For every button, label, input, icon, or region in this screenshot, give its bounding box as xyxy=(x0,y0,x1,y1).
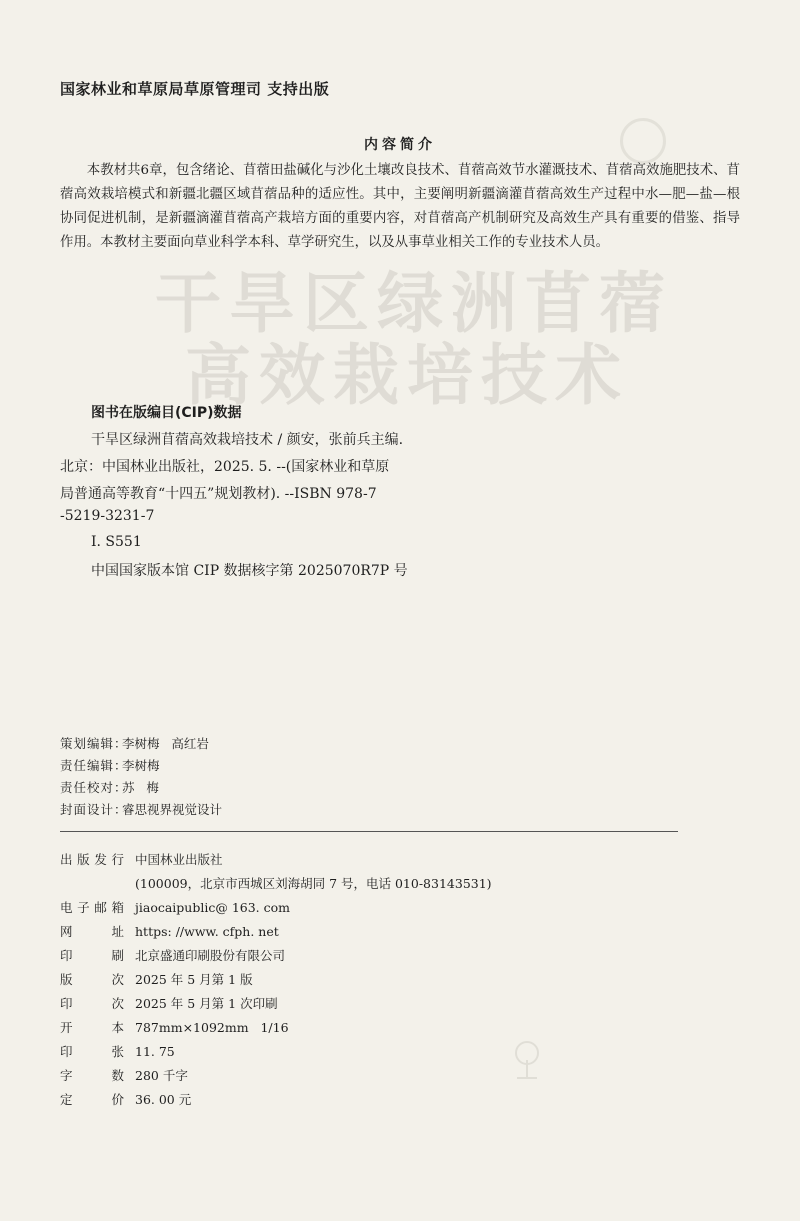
pub-label: 网址 xyxy=(60,924,124,939)
staff-cover-design xyxy=(60,800,222,818)
pub-row-price xyxy=(60,1090,191,1108)
pub-row-website xyxy=(60,922,279,940)
pub-value: (100009，北京市西城区刘海胡同 7 号，电话 010-83143531) xyxy=(135,876,492,891)
staff-value: 李树梅 高红岩 xyxy=(122,736,209,751)
cip-record-number: 中国国家版本馆 CIP 数据核字第 2025070R7P 号 xyxy=(91,563,408,579)
pub-label: 出版发行 xyxy=(60,852,124,867)
cip-line: -5219-3231-7 xyxy=(60,508,155,524)
staff-label: 责任编辑： xyxy=(60,758,128,773)
pub-row-format xyxy=(60,1018,289,1036)
pub-value: 2025 年 5 月第 1 版 xyxy=(135,972,253,987)
support-line: 国家林业和草原局草原管理司 支持出版 xyxy=(60,80,330,98)
staff-label: 封面设计： xyxy=(60,802,128,817)
pub-label: 版次 xyxy=(60,972,124,987)
staff-label: 策划编辑： xyxy=(60,736,128,751)
pub-row-impression xyxy=(60,994,278,1012)
intro-body: 本教材共6章，包含绪论、苜蓿田盐碱化与沙化土壤改良技术、苜蓿高效节水灌溉技术、苜蓿高效施肥技术、苜蓿高效栽培模式和新疆北疆区域苜蓿品种的适应性。其中，主要阐明新疆滴灌苜蓿高效生产过程中水—肥—盐—根协同促进机制，是新疆滴灌苜蓿高产栽培方面的重要内容，对苜蓿高产机制研究及高效生产具有重要的借鉴、指导作用。本教材主要面向草业科学本科、草学研究生，以及从事草业相关工作的专业技术人员。 xyxy=(60,163,740,250)
staff-planning-editor xyxy=(60,734,209,752)
pub-value: 36. 00 元 xyxy=(135,1092,192,1107)
cip-title: 图书在版编目(CIP)数据 xyxy=(91,405,242,421)
pub-row-word-count xyxy=(60,1066,188,1084)
pub-value: jiaocaipublic@ 163. com xyxy=(135,900,291,915)
intro-title: 内容简介 xyxy=(364,137,436,153)
pub-label: 开本 xyxy=(60,1020,124,1035)
cip-line: 干旱区绿洲苜蓿高效栽培技术 / 颜安，张前兵主编. xyxy=(91,432,404,448)
pub-row-edition xyxy=(60,970,253,988)
pub-label: 印张 xyxy=(60,1044,124,1059)
divider-line xyxy=(60,831,678,832)
pub-value: 280 千字 xyxy=(135,1068,188,1083)
pub-label: 字数 xyxy=(60,1068,124,1083)
staff-value: 李树梅 xyxy=(122,758,160,773)
showthrough-title-line-1: 干旱区绿洲苜蓿 xyxy=(155,265,673,342)
pub-row-publisher xyxy=(60,850,223,868)
showthrough-title-line-2: 高效栽培技术 xyxy=(185,337,629,414)
pub-value: 787mm×1092mm 1/16 xyxy=(135,1020,289,1035)
cip-line: 北京：中国林业出版社，2025. 5. --(国家林业和草原 xyxy=(60,459,390,475)
pub-row-sheets xyxy=(60,1042,175,1060)
staff-value: 苏 梅 xyxy=(122,780,159,795)
pub-value: 北京盛通印刷股份有限公司 xyxy=(135,948,286,963)
pub-value: 中国林业出版社 xyxy=(135,852,223,867)
pub-value: https: //www. cfph. net xyxy=(135,924,279,939)
pub-value: 11. 75 xyxy=(135,1044,175,1059)
showthrough-tree-icon xyxy=(512,1040,542,1080)
cip-line: 局普通高等教育“十四五”规划教材). --ISBN 978-7 xyxy=(60,486,377,502)
pub-label: 定价 xyxy=(60,1092,124,1107)
pub-row-printer xyxy=(60,946,285,964)
cip-classification: Ⅰ. S551 xyxy=(91,534,142,550)
staff-proofreader xyxy=(60,778,159,796)
staff-label: 责任校对： xyxy=(60,780,128,795)
pub-row-email xyxy=(60,898,290,916)
pub-label: 印刷 xyxy=(60,948,124,963)
pub-row-address xyxy=(60,874,492,892)
pub-value: 2025 年 5 月第 1 次印刷 xyxy=(135,996,278,1011)
staff-responsible-editor xyxy=(60,756,160,774)
pub-label: 印次 xyxy=(60,996,124,1011)
staff-value: 睿思视界视觉设计 xyxy=(122,802,223,817)
pub-label: 电子邮箱 xyxy=(60,900,124,915)
